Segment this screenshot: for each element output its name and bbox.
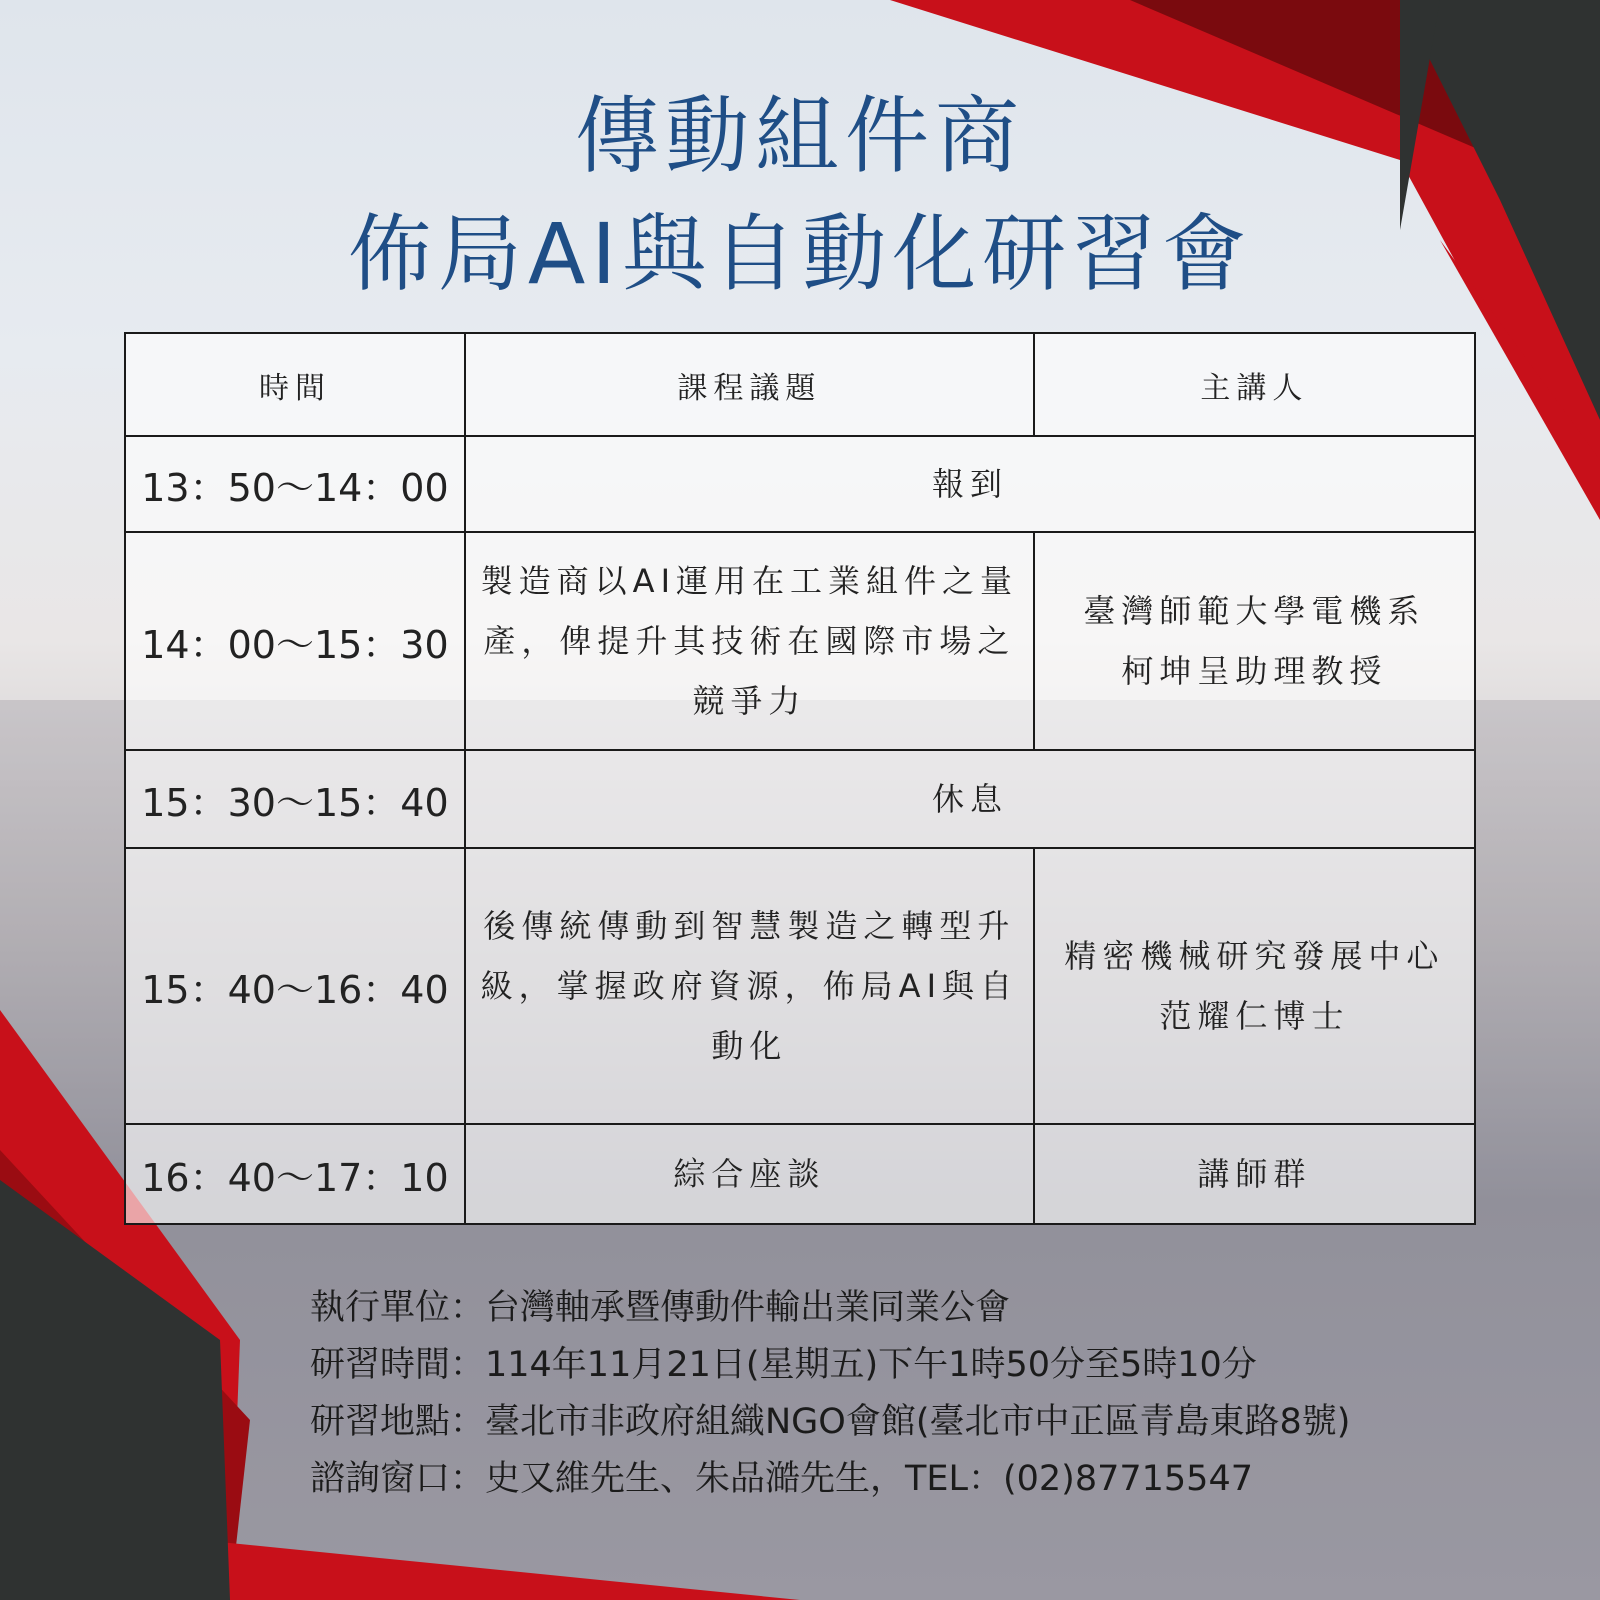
table-row: [125, 1124, 1475, 1224]
page-title-line1: 傳動組件商: [574, 87, 1025, 185]
row-time: 15：40～16：40: [125, 848, 465, 1124]
table-row: [125, 750, 1475, 848]
row-topic: 報到: [465, 436, 1475, 532]
row-time: 16：40～17：10: [125, 1124, 465, 1224]
row-topic: 製造商以AI運用在工業組件之量產，俾提升其技術在國際市場之競爭力: [465, 532, 1034, 750]
row-time: 13：50～14：00: [125, 436, 465, 532]
table-row: [125, 436, 1475, 532]
row-topic: 綜合座談: [465, 1124, 1034, 1224]
row-topic: 後傳統傳動到智慧製造之轉型升級，掌握政府資源，佈局AI與自動化: [465, 848, 1034, 1124]
event-info: [310, 1280, 1350, 1508]
row-speaker: 臺灣師範大學電機系柯坤呈助理教授: [1034, 532, 1475, 750]
schedule-table: [124, 332, 1476, 1225]
header-speaker: 主講人: [1034, 333, 1475, 436]
page-title-line2: 佈局AI與自動化研習會: [347, 205, 1253, 303]
row-topic: 休息: [465, 750, 1475, 848]
venue-line: 研習地點：臺北市非政府組織NGO會館(臺北市中正區青島東路8號): [310, 1402, 1351, 1442]
table-row: [125, 532, 1475, 750]
organizer-line: 執行單位：台灣軸承暨傳動件輸出業同業公會: [310, 1288, 1011, 1328]
table-header-row: [125, 333, 1475, 436]
row-speaker: 精密機械研究發展中心范耀仁博士: [1034, 848, 1475, 1124]
contact-line: 諮詢窗口：史又維先生、朱品澔先生，TEL：(02)87715547: [310, 1459, 1253, 1499]
row-speaker: 講師群: [1034, 1124, 1475, 1224]
header-time: 時間: [125, 333, 465, 436]
table-row: [125, 848, 1475, 1124]
header-topic: 課程議題: [465, 333, 1034, 436]
row-time: 15：30～15：40: [125, 750, 465, 848]
datetime-line: 研習時間：114年11月21日(星期五)下午1時50分至5時10分: [310, 1345, 1257, 1385]
row-time: 14：00～15：30: [125, 532, 465, 750]
